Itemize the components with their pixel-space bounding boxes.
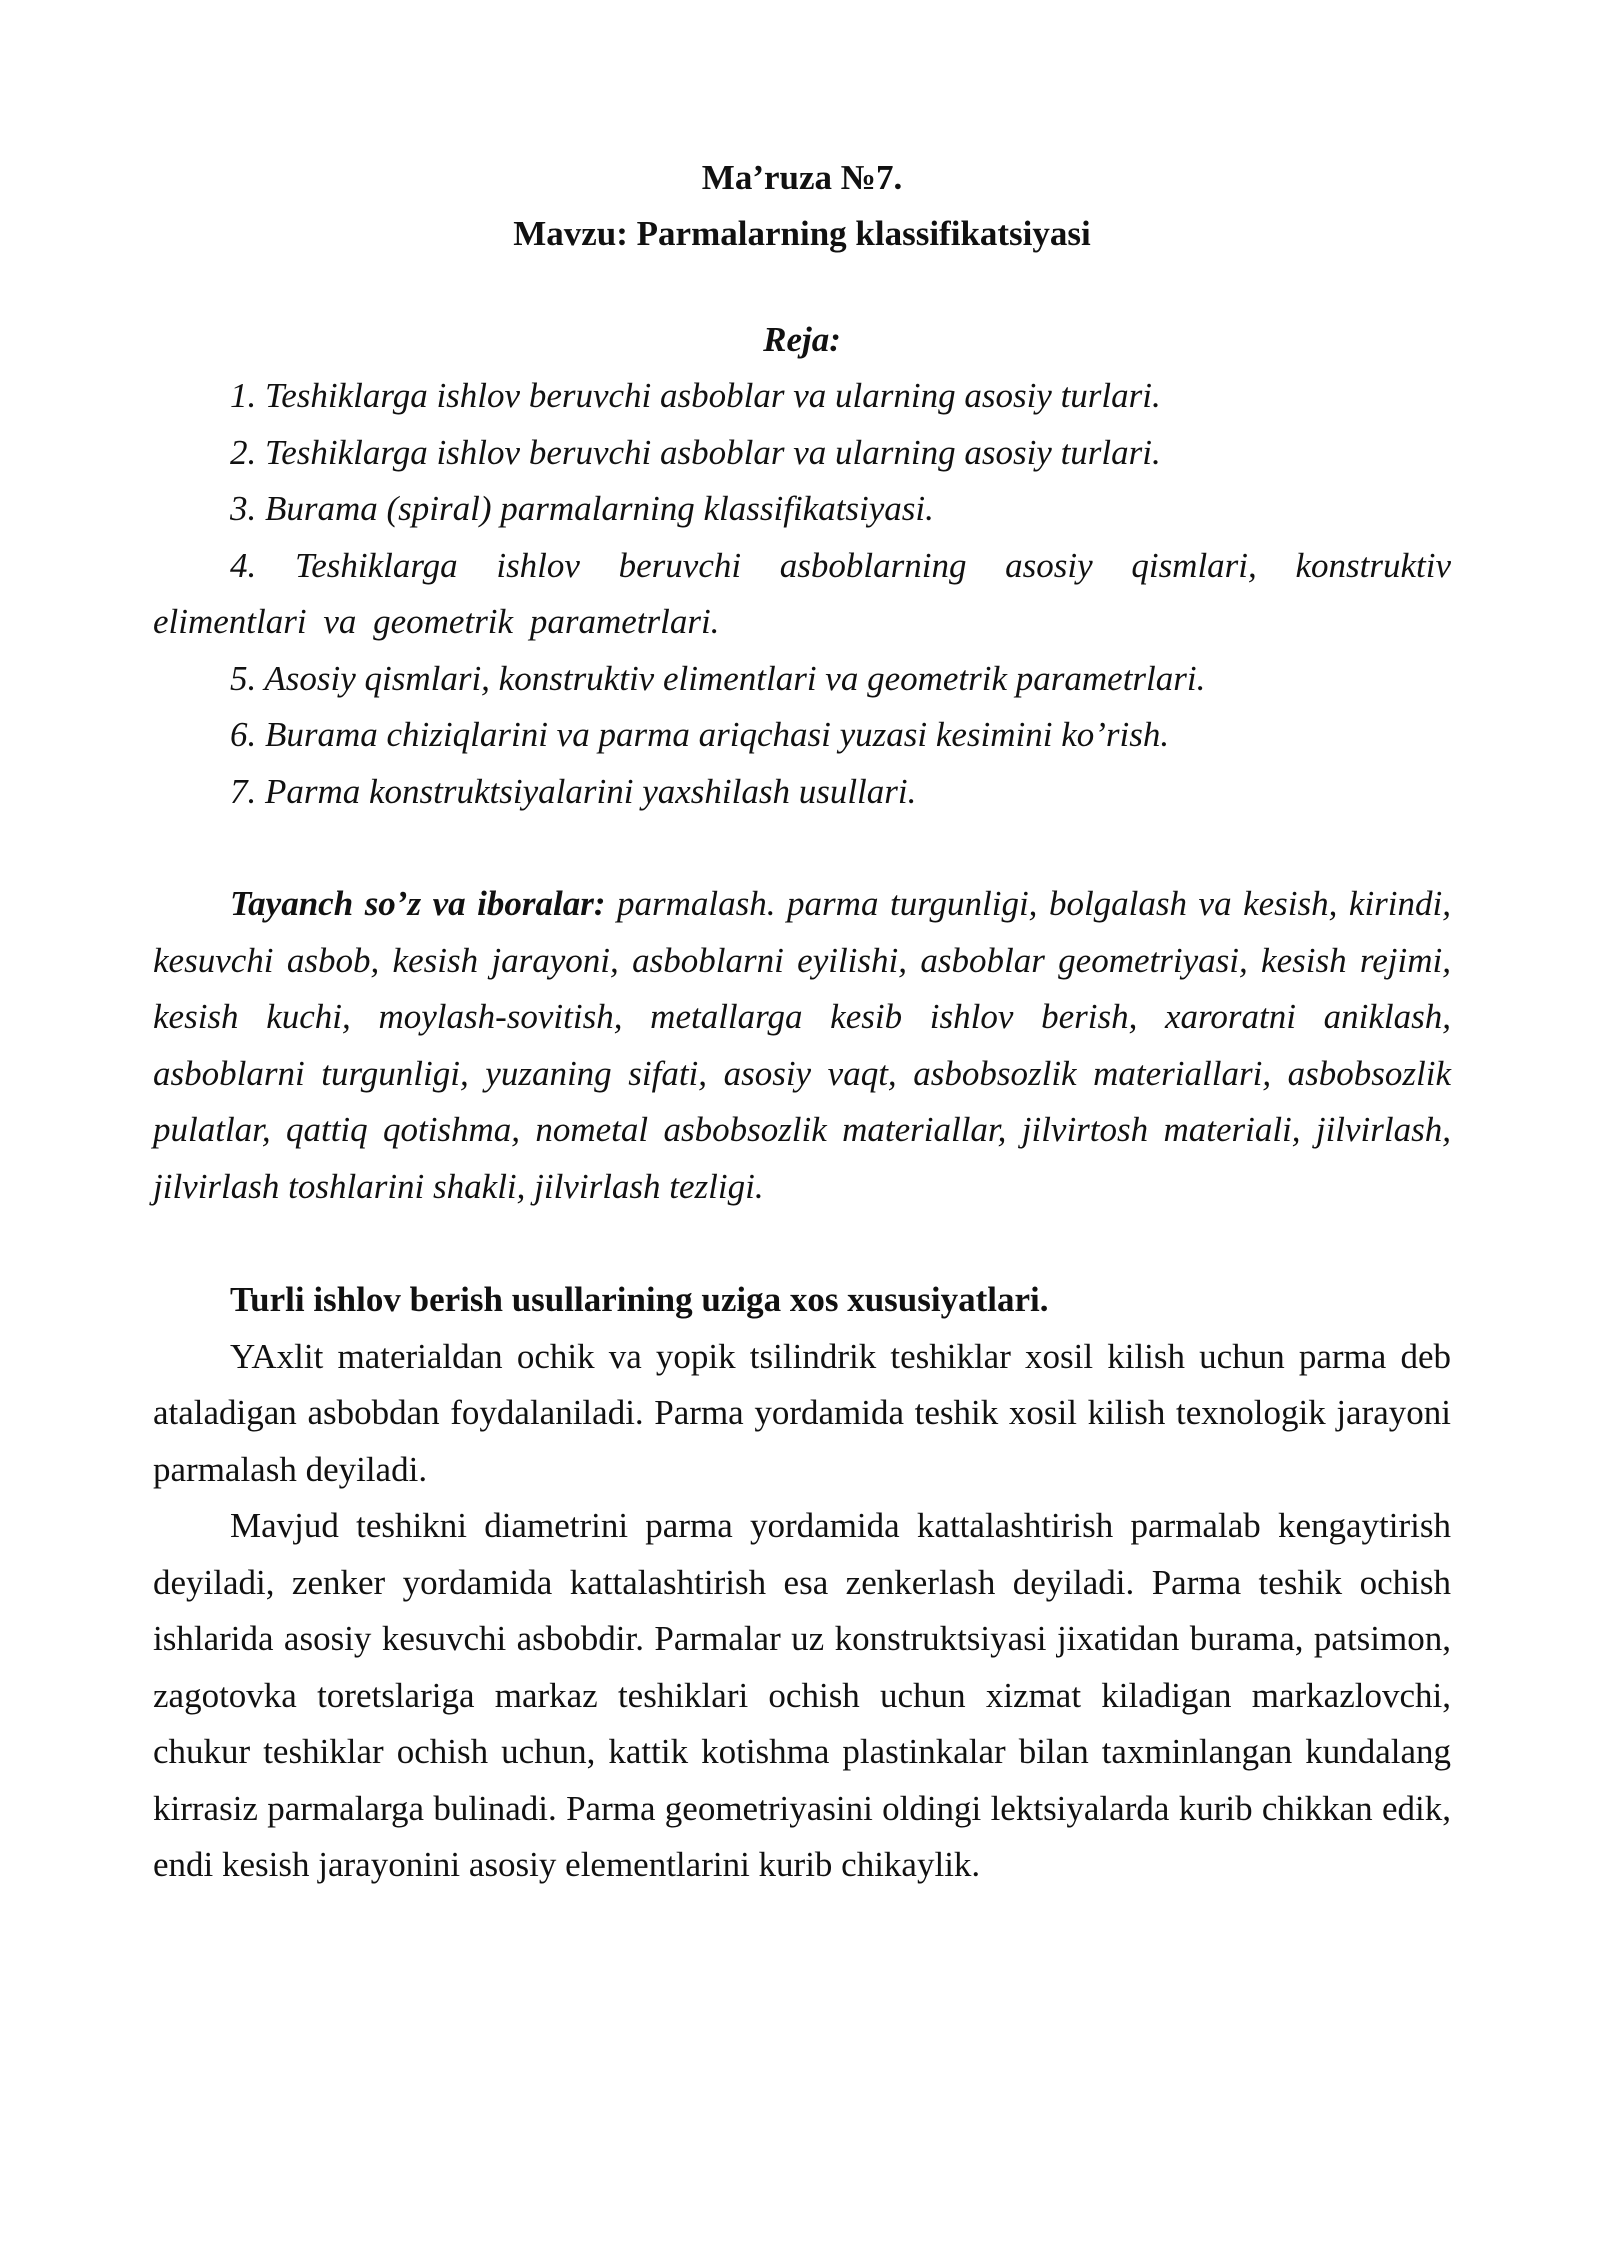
plan-list (153, 368, 1451, 820)
keywords-text: parmalash. parma turgunligi, bolgalash va kesish, kirindi, kesuvchi asbob, kesish jarayoni, asboblarni eyilishi, asboblar geometriyasi, kesish rejimi, kesish kuchi, moylash-sovitish, metallarga kesib ishlov berish, xaroratni aniklash, asboblarni turgunligi, yuzaning sifati, asosiy vaqt, asbobsozlik materiallari, asbobsozlik pulatlar, qattiq qotishma, nometal asbobsozlik materiallar, jilvirtosh materiali, jilvirlash, jilvirlash toshlarini shakli, jilvirlash tezligi. (153, 884, 1451, 1206)
keywords-paragraph (153, 876, 1451, 1215)
plan-heading: Reja: (763, 320, 841, 359)
plan-item: 2. Teshiklarga ishlov beruvchi asboblar va ularning asosiy turlari. (230, 432, 1161, 472)
plan-item: 4. Teshiklarga ishlov beruvchi asboblarning asosiy qismlari, konstruktiv elimentlari va geometrik parametrlari. (153, 545, 1451, 641)
plan-item: 5. Asosiy qismlari, konstruktiv elimentlari va geometrik parametrlari. (230, 658, 1206, 698)
body-paragraph: Mavjud teshikni diametrini parma yordamida kattalashtirish parmalab kengaytirish deyiladi, zenker yordamida kattalashtirish esa zenkerlash deyiladi. Parma teshik ochish ishlarida asosiy kesuvchi asbobdir. Parmalar uz konstruktsiyasi jixatidan burama, patsimon, zagotovka toretslariga markaz teshiklari ochish uchun xizmat kiladigan markazlovchi, chukur teshiklar ochish uchun, kattik kotishma plastinkalar bilan taxminlangan kundalang kirrasiz parmalarga bulinadi. Parma geometriyasini oldingi lektsiyalarda kurib chikkan edik, endi kesish jarayonini asosiy elementlarini kurib chikaylik. (153, 1506, 1451, 1884)
body-paragraph: YAxlit materialdan ochik va yopik tsilindrik teshiklar xosil kilish uchun parma deb ataladigan asbobdan foydalaniladi. Parma yordamida teshik xosil kilish texnologik jarayoni parmalash deyiladi. (153, 1336, 1451, 1489)
document-page (153, 150, 1451, 1894)
plan-item: 1. Teshiklarga ishlov beruvchi asboblar va ularning asosiy turlari. (230, 376, 1161, 415)
section-title: Turli ishlov berish usullarining uziga xos xususiyatlari. (230, 1280, 1049, 1319)
plan-item: 7. Parma konstruktsiyalarini yaxshilash usullari. (230, 771, 917, 811)
plan-item: 6. Burama chiziqlarini va parma ariqchasi yuzasi kesimini ko’rish. (230, 715, 1170, 754)
lecture-topic: Mavzu: Parmalarning klassifikatsiyasi (513, 214, 1091, 253)
plan-item: 3. Burama (spiral) parmalarning klassifikatsiyasi. (230, 489, 934, 528)
lecture-number: Ma’ruza №7. (701, 158, 903, 197)
keywords-label: Tayanch so’z va iboralar: (230, 884, 606, 923)
